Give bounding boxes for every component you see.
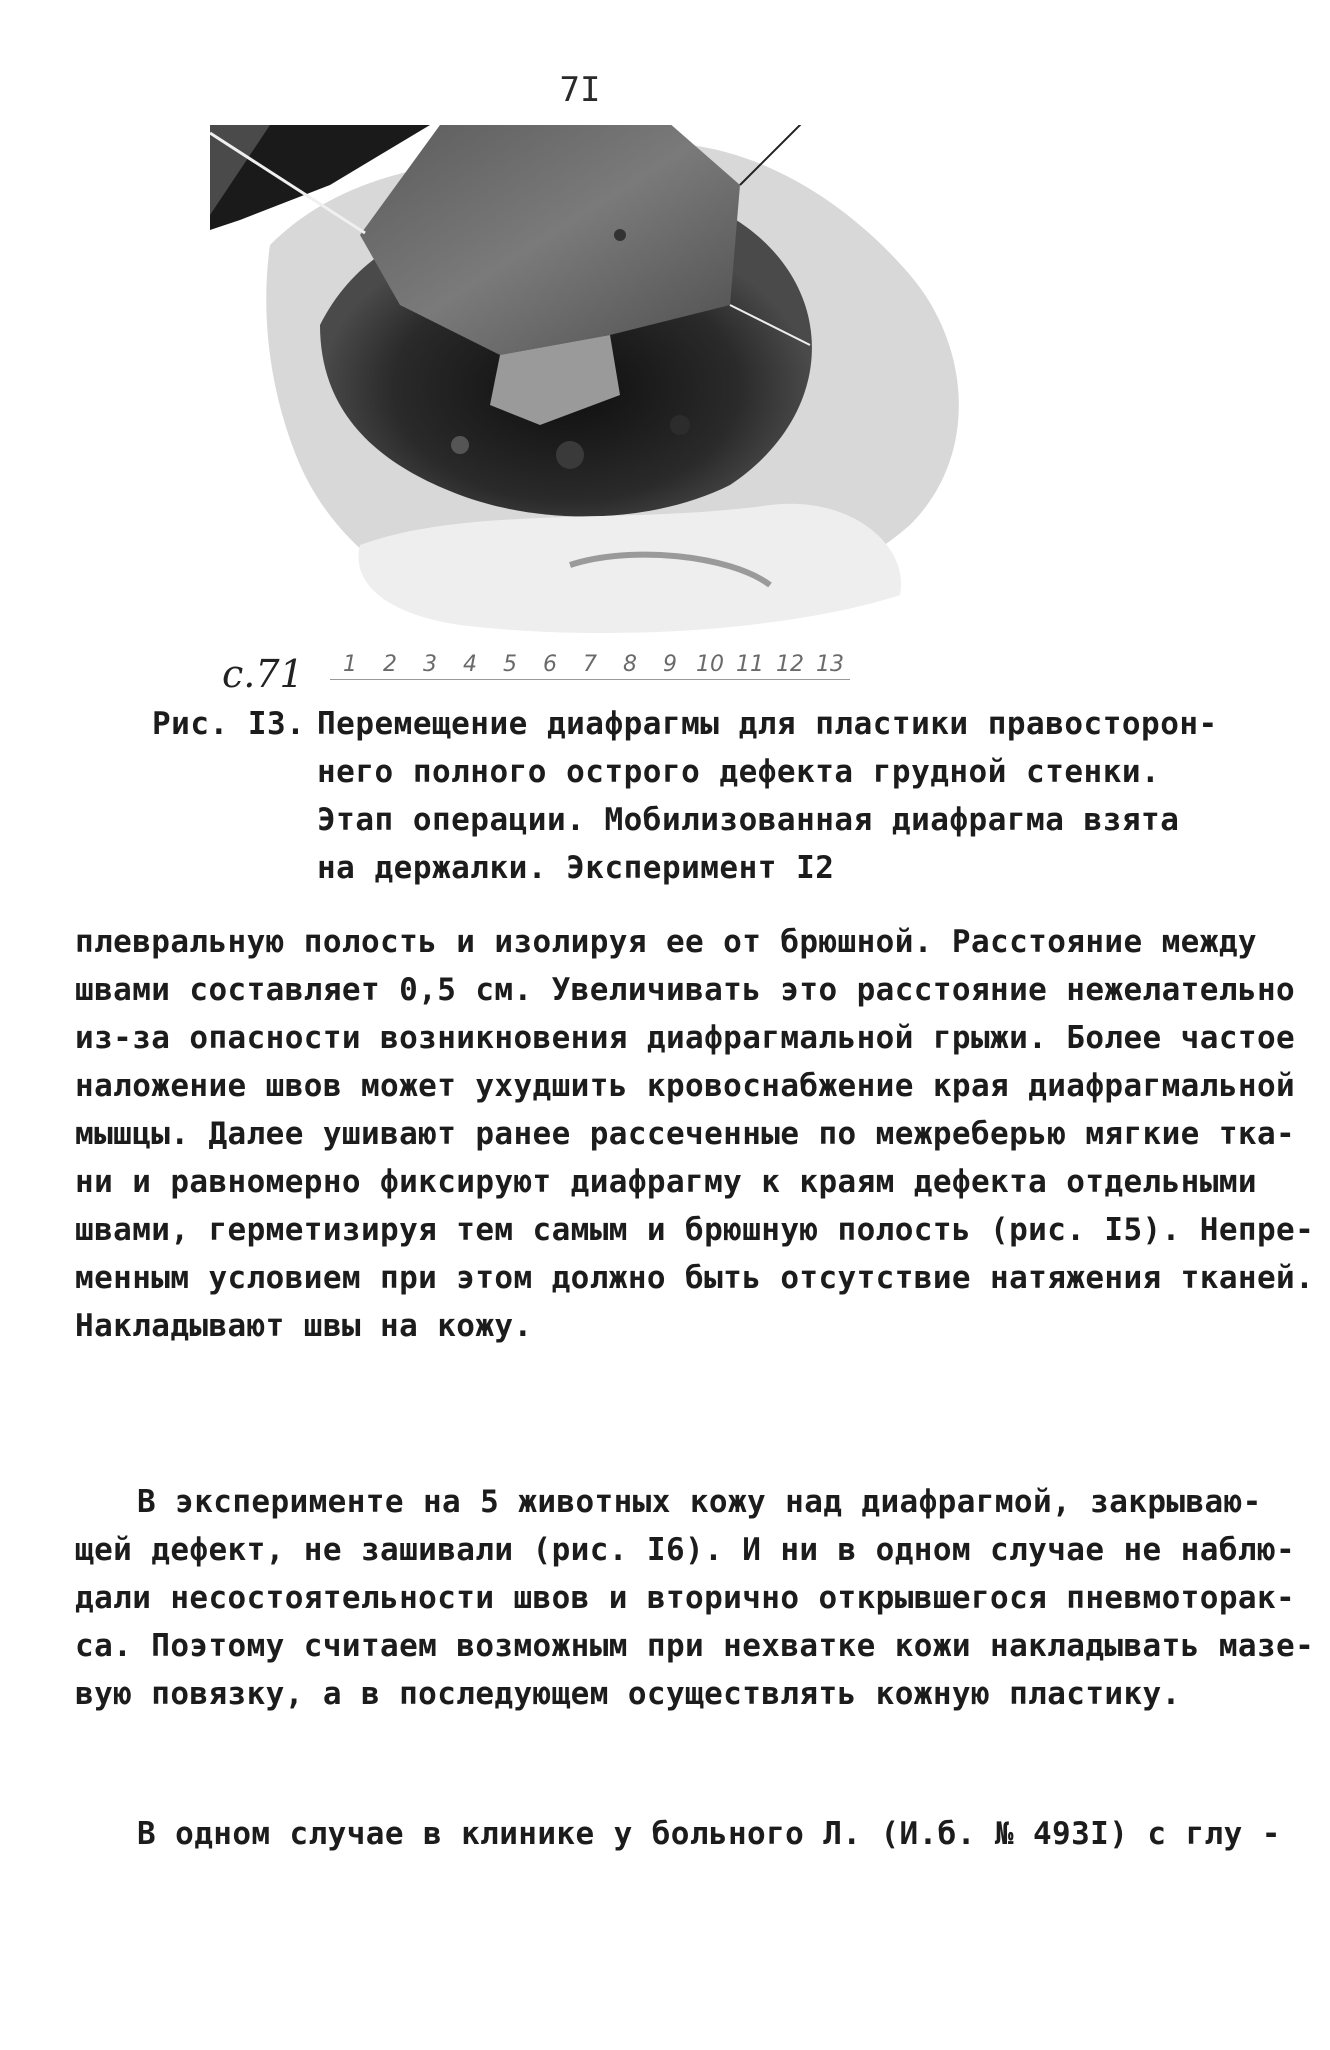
ruler-tick-label: 12 bbox=[776, 652, 804, 677]
ruler-numbers bbox=[330, 652, 860, 677]
text-line: швами составляет 0,5 см. Увеличивать это расстояние нежелательно bbox=[75, 972, 1296, 1008]
text-line: мышцы. Далее ушивают ранее рассеченные по межреберью мягкие тка- bbox=[75, 1116, 1296, 1152]
ruler-tick-label: 5 bbox=[503, 652, 517, 677]
text-line: из-за опасности возникновения диафрагмальной грыжи. Более частое bbox=[75, 1020, 1296, 1056]
handwritten-page-mark: с.71 bbox=[222, 652, 304, 696]
page-number: 7I bbox=[559, 70, 601, 110]
caption-line: него полного острого дефекта грудной стенки. bbox=[317, 754, 1161, 790]
ruler-tick-label: 2 bbox=[383, 652, 397, 677]
text-line: В одном случае в клинике у больного Л. (И.б. № 493I) с глу - bbox=[137, 1816, 1281, 1852]
text-line: швами, герметизируя тем самым и брюшную полость (рис. I5). Непре- bbox=[75, 1212, 1315, 1248]
ruler-tick-label: 9 bbox=[663, 652, 677, 677]
surgical-photo bbox=[210, 125, 1030, 655]
text-line: плевральную полость и изолируя ее от брюшной. Расстояние между bbox=[75, 924, 1257, 960]
ruler-line bbox=[330, 679, 850, 688]
ruler-tick-label: 13 bbox=[816, 652, 844, 677]
text-line: менным условием при этом должно быть отсутствие натяжения тканей. bbox=[75, 1260, 1315, 1296]
text-line: вую повязку, а в последующем осуществлять кожную пластику. bbox=[75, 1676, 1181, 1712]
text-line: наложение швов может ухудшить кровоснабжение края диафрагмальной bbox=[75, 1068, 1296, 1104]
ruler-tick-label: 3 bbox=[423, 652, 437, 677]
text-line: ни и равномерно фиксируют диафрагму к краям дефекта отдельными bbox=[75, 1164, 1257, 1200]
text-line: дали несостоятельности швов и вторично открывшегося пневмоторак- bbox=[75, 1580, 1296, 1616]
paragraph-3 bbox=[75, 1810, 1281, 1858]
caption-text bbox=[317, 700, 1217, 892]
caption-label: Рис. I3. bbox=[152, 706, 306, 742]
caption-line: Этап операции. Мобилизованная диафрагма взята bbox=[317, 802, 1180, 838]
ruler-tick-label: 11 bbox=[736, 652, 764, 677]
ruler-tick-label: 4 bbox=[463, 652, 477, 677]
paragraph-1 bbox=[75, 918, 1315, 1350]
text-line: са. Поэтому считаем возможным при нехватке кожи накладывать мазе- bbox=[75, 1628, 1315, 1664]
text-line: В эксперименте на 5 животных кожу над диафрагмой, закрываю- bbox=[137, 1484, 1262, 1520]
ruler-tick-label: 10 bbox=[696, 652, 724, 677]
text-line: Накладывают швы на кожу. bbox=[75, 1308, 533, 1344]
paragraph-2 bbox=[75, 1478, 1315, 1718]
text-line: щей дефект, не зашивали (рис. I6). И ни в одном случае не наблю- bbox=[75, 1532, 1296, 1568]
caption-line: Перемещение диафрагмы для пластики правосторон- bbox=[317, 706, 1218, 742]
ruler-tick-label: 1 bbox=[343, 652, 357, 677]
ruler-tick-label: 6 bbox=[543, 652, 557, 677]
ruler-tick-label: 8 bbox=[623, 652, 637, 677]
scale-ruler bbox=[330, 652, 860, 702]
caption-line: на держалки. Эксперимент I2 bbox=[317, 850, 835, 886]
ruler-tick-label: 7 bbox=[583, 652, 597, 677]
